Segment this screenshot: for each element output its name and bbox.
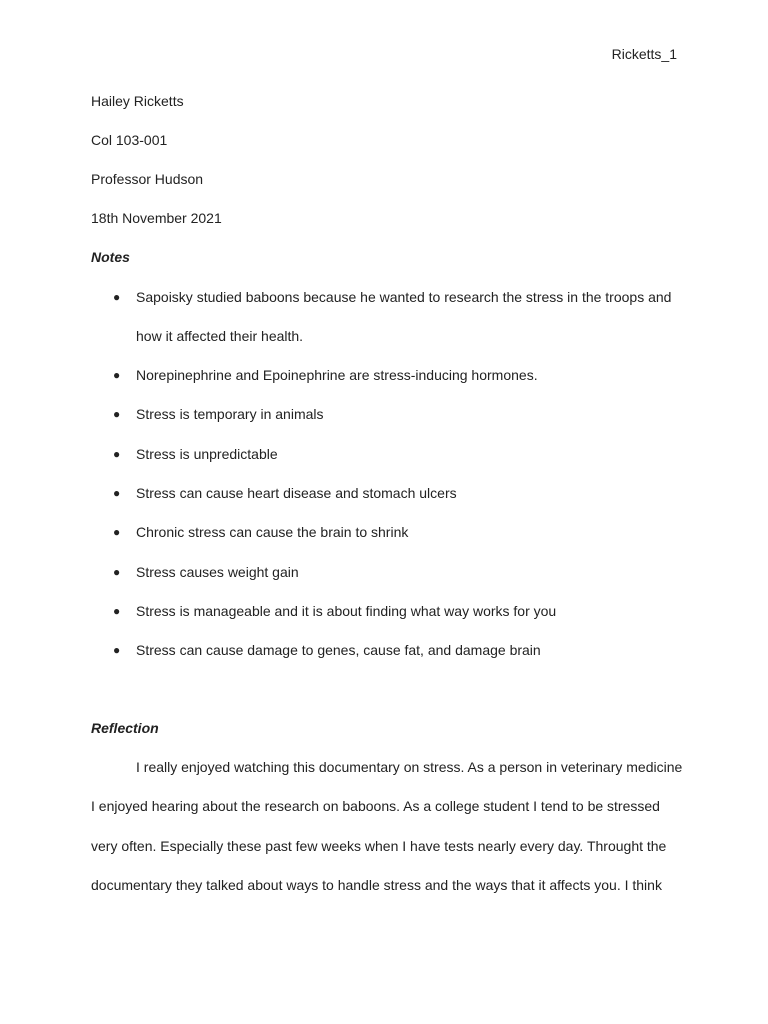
list-item: Stress is temporary in animals bbox=[136, 406, 324, 422]
bullet-icon: ● bbox=[113, 290, 121, 304]
bullet-icon: ● bbox=[113, 447, 121, 461]
bullet-icon: ● bbox=[113, 525, 121, 539]
list-item: Stress can cause damage to genes, cause fat, and damage brain bbox=[136, 642, 541, 658]
list-item: Norepinephrine and Epoinephrine are stress-inducing hormones. bbox=[136, 367, 538, 383]
list-item: Stress can cause heart disease and stomach ulcers bbox=[136, 485, 457, 501]
professor-name: Professor Hudson bbox=[91, 171, 204, 187]
list-item: Stress causes weight gain bbox=[136, 564, 299, 580]
bullet-icon: ● bbox=[113, 486, 121, 500]
paragraph-line: very often. Especially these past few weeks when I have tests nearly every day. Throught the bbox=[91, 838, 667, 854]
paragraph-line: documentary they talked about ways to handle stress and the ways that it affects you. I think bbox=[91, 877, 662, 893]
student-name: Hailey Ricketts bbox=[91, 93, 184, 109]
reflection-heading: Reflection bbox=[91, 720, 159, 736]
course-code: Col 103-001 bbox=[91, 132, 168, 148]
list-item: Stress is unpredictable bbox=[136, 446, 278, 462]
bullet-icon: ● bbox=[113, 604, 121, 618]
date: 18th November 2021 bbox=[91, 210, 222, 226]
bullet-icon: ● bbox=[113, 565, 121, 579]
list-item-continuation: how it affected their health. bbox=[136, 328, 304, 344]
notes-heading: Notes bbox=[91, 249, 130, 265]
list-item: Chronic stress can cause the brain to shrink bbox=[136, 524, 409, 540]
bullet-icon: ● bbox=[113, 407, 121, 421]
bullet-icon: ● bbox=[113, 643, 121, 657]
running-head: Ricketts_1 bbox=[611, 46, 677, 62]
paragraph-line: I enjoyed hearing about the research on baboons. As a college student I tend to be stressed bbox=[91, 798, 660, 814]
bullet-icon: ● bbox=[113, 368, 121, 382]
list-item: Stress is manageable and it is about finding what way works for you bbox=[136, 603, 557, 619]
list-item: Sapoisky studied baboons because he wanted to research the stress in the troops and bbox=[136, 289, 672, 305]
paragraph-line: I really enjoyed watching this documentary on stress. As a person in veterinary medicine bbox=[136, 759, 683, 775]
